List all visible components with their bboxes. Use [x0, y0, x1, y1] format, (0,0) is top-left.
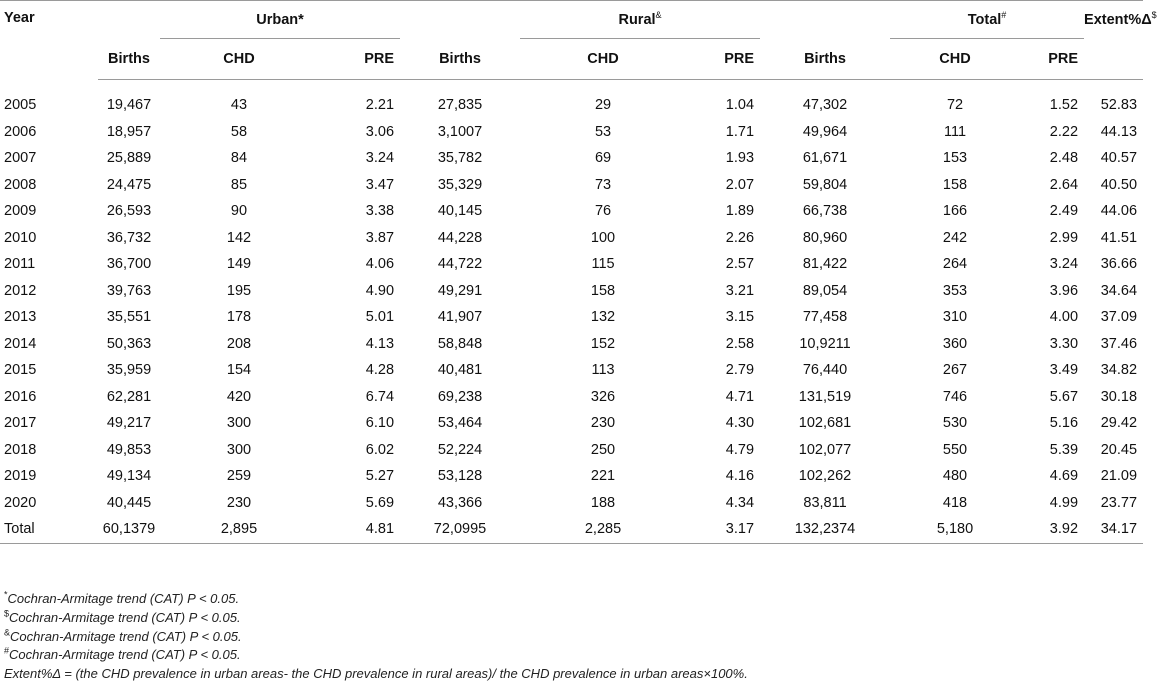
table-cell: 242 [942, 229, 968, 246]
col-total-chd: CHD [890, 39, 1020, 80]
footnote [4, 646, 748, 665]
col-rural-chd: CHD [520, 39, 686, 80]
row-year-cell: 2018 [4, 441, 37, 458]
table-cell: 52,224 [437, 441, 483, 458]
row-year-cell: 2008 [4, 176, 37, 193]
table-cell: 3.30 [1049, 335, 1079, 352]
table-cell: 3.92 [1020, 516, 1084, 543]
table-cell: 34.82 [1100, 362, 1138, 379]
table-cell: 1.52 [1049, 97, 1079, 114]
table-cell: 208 [226, 335, 252, 352]
table-cell: 1.89 [725, 203, 755, 220]
table-cell: 3.47 [365, 176, 395, 193]
table-cell: 152 [590, 335, 616, 352]
table-cell: 230 [590, 415, 616, 432]
table-row [0, 331, 1143, 358]
row-year-cell: 2009 [4, 203, 37, 220]
table-cell: 4.00 [1049, 309, 1079, 326]
table-cell: 4.06 [365, 256, 395, 273]
table-row [0, 80, 1143, 119]
table-cell: 5.67 [1049, 388, 1079, 405]
table-cell: 102,262 [798, 468, 852, 485]
table-cell: 158 [590, 282, 616, 299]
table-cell: 178 [226, 309, 252, 326]
table-cell: 61,671 [802, 150, 848, 167]
table-cell: 44.13 [1100, 123, 1138, 140]
table-cell: 81,422 [802, 256, 848, 273]
table-row [0, 437, 1143, 464]
table-row [0, 251, 1143, 278]
table-cell: 35,551 [106, 309, 152, 326]
table-row [0, 278, 1143, 305]
table-cell: 5.39 [1049, 441, 1079, 458]
table-cell: 34.17 [1084, 516, 1143, 543]
table-cell: 154 [226, 362, 252, 379]
table-cell: 49,291 [437, 282, 483, 299]
table-cell: 66,738 [802, 203, 848, 220]
table-cell: 37.46 [1100, 335, 1138, 352]
table-cell: 2,285 [520, 516, 686, 543]
table-cell: 58 [230, 123, 248, 140]
table-cell: 132,2374 [760, 516, 890, 543]
table-cell: 2.79 [725, 362, 755, 379]
table-cell: 40.57 [1100, 150, 1138, 167]
footnote-text: Cochran-Armitage trend (CAT) P < 0.05. [10, 628, 242, 644]
table-cell: 47,302 [802, 97, 848, 114]
table-cell: 72 [946, 97, 964, 114]
table-cell: 6.02 [365, 441, 395, 458]
table-cell: 23.77 [1100, 494, 1138, 511]
table-cell: 62,281 [106, 388, 152, 405]
table-cell: 69 [594, 150, 612, 167]
table-cell: 76,440 [802, 362, 848, 379]
col-urban-births: Births [98, 39, 160, 80]
table-cell: 353 [942, 282, 968, 299]
footnote-marker: * [4, 589, 8, 600]
table-cell: 50,363 [106, 335, 152, 352]
table-cell: 49,964 [802, 123, 848, 140]
table-cell: 158 [942, 176, 968, 193]
table-cell: 89,054 [802, 282, 848, 299]
col-rural-pre: PRE [686, 39, 760, 80]
table-cell: 4.81 [318, 516, 400, 543]
table-cell: 26,593 [106, 203, 152, 220]
table-cell: 530 [942, 415, 968, 432]
row-year-cell: 2019 [4, 468, 37, 485]
table-cell: 480 [942, 468, 968, 485]
table-row [0, 490, 1143, 517]
table-row [0, 198, 1143, 225]
table-cell: 49,853 [106, 441, 152, 458]
table-cell: 53,128 [437, 468, 483, 485]
table-cell: 41,907 [437, 309, 483, 326]
footnote-text: Extent%Δ = (the CHD prevalence in urban areas- the CHD prevalence in rural areas)/ the CHD prevalence in urban areas×100%. [4, 666, 748, 682]
table-cell: 29 [594, 97, 612, 114]
table-cell: 4.99 [1049, 494, 1079, 511]
table-cell: 131,519 [798, 388, 852, 405]
table-cell: 300 [226, 441, 252, 458]
row-year-cell: 2017 [4, 415, 37, 432]
table-cell: 43 [230, 97, 248, 114]
table-cell: 19,467 [106, 97, 152, 114]
table-cell: 2.58 [725, 335, 755, 352]
table-cell: 30.18 [1100, 388, 1138, 405]
table-cell: 73 [594, 176, 612, 193]
table-cell: 10,9211 [799, 335, 851, 352]
table-cell: 132 [590, 309, 616, 326]
footnote [4, 590, 748, 609]
table-cell: 264 [942, 256, 968, 273]
table-cell: 310 [942, 309, 968, 326]
table-cell: 69,238 [437, 388, 483, 405]
table-cell: 4.90 [365, 282, 395, 299]
table-cell: 3.24 [1049, 256, 1079, 273]
table-cell: 267 [942, 362, 968, 379]
table-cell: 102,681 [798, 415, 852, 432]
table-cell: 58,848 [437, 335, 483, 352]
row-year-cell: 2010 [4, 229, 37, 246]
table-cell: 35,959 [106, 362, 152, 379]
table-cell: 3.96 [1049, 282, 1079, 299]
col-urban-chd: CHD [160, 39, 318, 80]
table-cell: 746 [942, 388, 968, 405]
table-cell: 250 [590, 441, 616, 458]
table-cell: 188 [590, 494, 616, 511]
table-cell: 39,763 [106, 282, 152, 299]
table-cell: 2.49 [1049, 203, 1079, 220]
table-cell: 49,134 [106, 468, 152, 485]
table-cell: 4.28 [365, 362, 395, 379]
table-cell: 41.51 [1100, 229, 1138, 246]
table-cell: 40,145 [437, 203, 483, 220]
footnote [4, 628, 748, 647]
row-year-cell: Total [0, 516, 98, 543]
table-cell: 153 [942, 150, 968, 167]
table-cell: 149 [226, 256, 252, 273]
table-cell: 1.93 [725, 150, 755, 167]
table-cell: 259 [226, 468, 252, 485]
footnote-marker: # [4, 646, 10, 657]
table-body [0, 80, 1143, 544]
row-year-cell: 2005 [4, 97, 37, 113]
table-cell: 90 [230, 203, 248, 220]
table-cell: 300 [226, 415, 252, 432]
table-cell: 5.16 [1049, 415, 1079, 432]
table-cell: 53,464 [437, 415, 483, 432]
table-cell: 40,481 [437, 362, 483, 379]
table-cell: 2.21 [365, 97, 395, 114]
table-cell: 76 [594, 203, 612, 220]
col-year-header: Year [0, 1, 98, 80]
table-cell: 2.22 [1049, 123, 1079, 140]
table-cell: 2.07 [725, 176, 755, 193]
table-cell: 100 [590, 229, 616, 246]
table-cell: 5.69 [365, 494, 395, 511]
footnote-text: Cochran-Armitage trend (CAT) P < 0.05. [9, 647, 241, 663]
table-cell: 6.74 [365, 388, 395, 405]
footnote [4, 665, 748, 684]
footnote [4, 609, 748, 628]
table-cell: 4.71 [725, 388, 755, 405]
table-row [0, 304, 1143, 331]
footnote-marker: & [4, 627, 11, 638]
table-cell: 420 [226, 388, 252, 405]
table-cell: 3.49 [1049, 362, 1079, 379]
table-cell: 3.87 [365, 229, 395, 246]
table-row [0, 463, 1143, 490]
table-cell: 4.79 [725, 441, 755, 458]
table-row [0, 145, 1143, 172]
row-year-cell: 2007 [4, 150, 37, 167]
table-cell: 36,700 [106, 256, 152, 273]
col-extent-header: Extent%Δ$ [1084, 1, 1143, 39]
table-cell: 4.34 [725, 494, 755, 511]
row-year-cell: 2012 [4, 282, 37, 299]
table-cell: 40.50 [1100, 176, 1138, 193]
table-cell: 113 [591, 362, 615, 379]
row-year-cell: 2013 [4, 309, 37, 326]
table-cell: 77,458 [802, 309, 848, 326]
table-cell: 44,228 [437, 229, 483, 246]
table-cell: 3.38 [365, 203, 395, 220]
table-cell: 18,957 [106, 123, 152, 140]
table-cell: 2.26 [725, 229, 755, 246]
table-cell: 34.64 [1100, 282, 1138, 299]
table-cell: 326 [590, 388, 616, 405]
table-cell: 2,895 [160, 516, 318, 543]
table-cell: 115 [591, 256, 615, 273]
table-cell: 111 [943, 123, 967, 140]
table-cell: 3,1007 [437, 123, 483, 140]
row-year-cell: 2016 [4, 388, 37, 405]
table-cell: 72,0995 [400, 516, 520, 543]
table-cell: 36.66 [1100, 256, 1138, 273]
table-cell: 27,835 [437, 97, 483, 114]
table-cell: 5,180 [890, 516, 1020, 543]
table-cell: 43,366 [437, 494, 483, 511]
table-cell: 142 [226, 229, 252, 246]
table-row [0, 357, 1143, 384]
table-row [0, 119, 1143, 146]
group-rural-header: Rural& [520, 1, 760, 39]
table-cell: 60,1379 [98, 516, 160, 543]
table-cell: 21.09 [1100, 468, 1138, 485]
row-year-cell: 2006 [4, 123, 37, 140]
table-cell: 49,217 [106, 415, 152, 432]
row-year-cell: 2011 [4, 256, 36, 273]
table-cell: 36,732 [106, 229, 152, 246]
table-cell: 4.30 [725, 415, 755, 432]
table-cell: 2.57 [725, 256, 755, 273]
row-year-cell: 2020 [4, 494, 37, 511]
table-cell: 83,811 [803, 494, 847, 511]
table-cell: 1.71 [725, 123, 755, 140]
table-row [0, 516, 1143, 543]
table-cell: 221 [590, 468, 616, 485]
table-cell: 24,475 [106, 176, 152, 193]
row-year-cell: 2014 [4, 335, 37, 352]
table-cell: 166 [942, 203, 968, 220]
table-cell: 35,329 [437, 176, 483, 193]
table-cell: 44.06 [1100, 203, 1138, 220]
table-cell: 3.17 [686, 516, 760, 543]
col-urban-pre: PRE [318, 39, 400, 80]
table-cell: 2.99 [1049, 229, 1079, 246]
table-cell: 59,804 [802, 176, 848, 193]
table-cell: 44,722 [437, 256, 483, 273]
table-cell: 37.09 [1100, 309, 1138, 326]
table-cell: 4.69 [1049, 468, 1079, 485]
table-cell: 3.15 [725, 309, 755, 326]
table-cell: 3.21 [725, 282, 755, 299]
table-cell: 5.01 [365, 309, 395, 326]
table-cell: 550 [942, 441, 968, 458]
row-year-cell: 2015 [4, 362, 37, 379]
table-footnotes [4, 590, 748, 684]
table-cell: 5.27 [365, 468, 395, 485]
table-row [0, 172, 1143, 199]
table-cell: 40,445 [106, 494, 152, 511]
table-header [0, 1, 1157, 80]
table-cell: 53 [594, 123, 612, 140]
table-cell: 20.45 [1100, 441, 1138, 458]
table-cell: 418 [942, 494, 968, 511]
table-cell: 80,960 [802, 229, 848, 246]
table-cell: 4.13 [365, 335, 395, 352]
group-total-header: Total# [890, 1, 1084, 39]
table-cell: 25,889 [106, 150, 152, 167]
table-cell: 3.06 [365, 123, 395, 140]
table-row [0, 225, 1143, 252]
table-cell: 6.10 [365, 415, 395, 432]
footnote-text: Cochran-Armitage trend (CAT) P < 0.05. [7, 591, 240, 606]
table-cell: 360 [942, 335, 968, 352]
table-cell: 2.48 [1049, 150, 1079, 167]
footnote-text: Cochran-Armitage trend (CAT) P < 0.05. [9, 609, 241, 625]
table-cell: 230 [226, 494, 252, 511]
table-cell: 195 [226, 282, 252, 299]
table-row [0, 384, 1143, 411]
table-row [0, 410, 1143, 437]
col-total-pre: PRE [1020, 39, 1084, 80]
table-cell: 29.42 [1100, 415, 1138, 432]
table-cell: 1.04 [725, 97, 755, 114]
table-cell: 2.64 [1049, 176, 1079, 193]
table-cell: 84 [230, 150, 248, 167]
table-cell: 35,782 [437, 150, 483, 167]
table-cell: 4.16 [725, 468, 755, 485]
col-rural-births: Births [400, 39, 520, 80]
group-urban-header: Urban* [160, 1, 400, 39]
table-cell: 102,077 [798, 441, 852, 458]
table-cell: 52.83 [1100, 97, 1138, 114]
table-cell: 85 [230, 176, 248, 193]
table-cell: 3.24 [365, 150, 395, 167]
col-total-births: Births [760, 39, 890, 80]
footnote-marker: $ [4, 608, 10, 619]
